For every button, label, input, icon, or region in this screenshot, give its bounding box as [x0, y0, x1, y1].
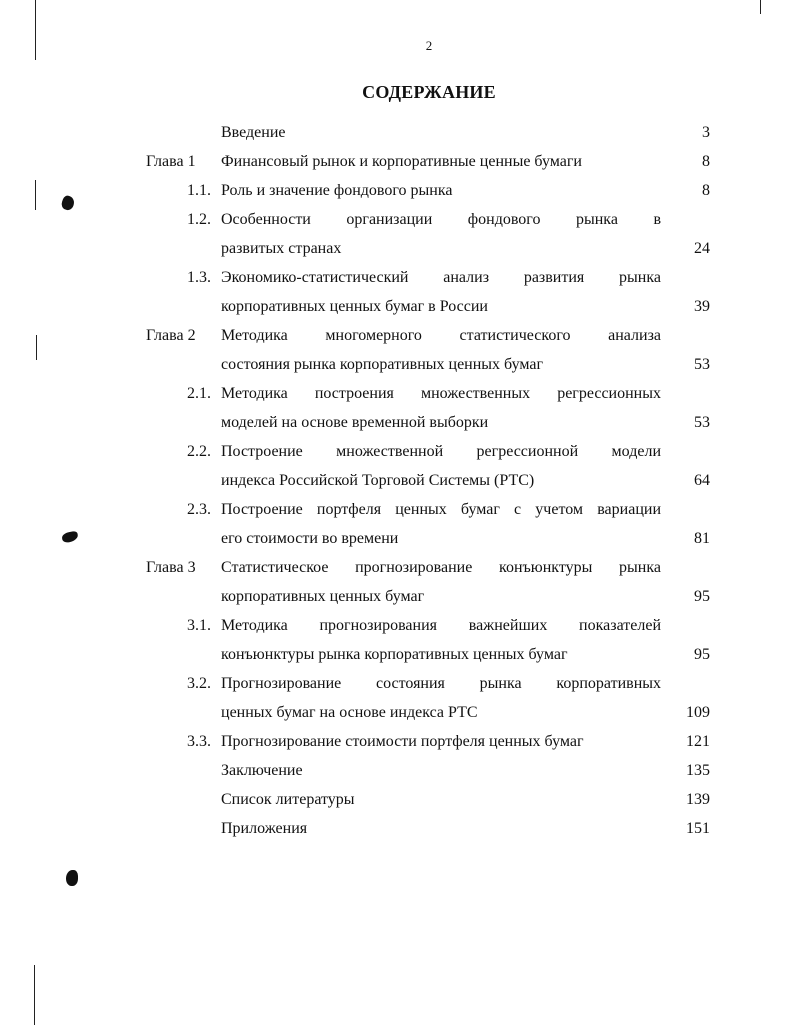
toc-entry-title — [221, 814, 661, 843]
toc-entry-title — [221, 669, 661, 727]
toc-entry-number: 2.1. — [187, 385, 211, 402]
toc-entry-title-line: Прогнозирование состояния рынка корпоративных — [221, 675, 661, 692]
toc-entry-title-line: корпоративных ценных бумаг — [221, 588, 425, 605]
toc-entry-title-line: Построение портфеля ценных бумаг с учетом вариации — [221, 501, 661, 518]
toc-entry-title-line: Роль и значение фондового рынка — [221, 182, 453, 199]
scan-edge-line — [760, 0, 761, 14]
toc-entry-title-line: Экономико-статистический анализ развития рынка — [221, 269, 661, 286]
toc-entry-number: 1.3. — [187, 269, 211, 286]
toc-entry — [0, 321, 793, 379]
toc-entry-title-line: Особенности организации фондового рынка в — [221, 211, 661, 228]
toc-entry-number: Глава 3 — [146, 559, 196, 576]
toc-entry-title-line: Прогнозирование стоимости портфеля ценных бумаг — [221, 733, 584, 750]
toc-entry-page: 135 — [686, 762, 710, 779]
toc-entry-title-line: состояния рынка корпоративных ценных бумаг — [221, 356, 544, 373]
toc-entry-page: 81 — [694, 530, 710, 547]
toc-entry-number: Глава 2 — [146, 327, 196, 344]
toc-entry-title-line: Методика прогнозирования важнейших показателей — [221, 617, 661, 634]
toc-entry-title-line: Приложения — [221, 820, 308, 837]
toc-entry-page: 95 — [694, 588, 710, 605]
toc-entry-number: 1.1. — [187, 182, 211, 199]
toc-entry-title-line: его стоимости во времени — [221, 530, 399, 547]
toc-entry-page: 24 — [694, 240, 710, 257]
toc-entry-page: 39 — [694, 298, 710, 315]
toc-entry — [0, 147, 793, 176]
toc-entry-page: 53 — [694, 356, 710, 373]
toc-entry-page: 139 — [686, 791, 710, 808]
toc-entry-title — [221, 756, 661, 785]
toc-entry — [0, 379, 793, 437]
toc-entry-title-line: Статистическое прогнозирование конъюнктуры рынка — [221, 559, 661, 576]
toc-entry-title — [221, 785, 661, 814]
toc-entry-title — [221, 205, 661, 263]
toc-entry-title-line: моделей на основе временной выборки — [221, 414, 489, 431]
toc-entry-number: Глава 1 — [146, 153, 196, 170]
toc-entry-title-line: Построение множественной регрессионной модели — [221, 443, 661, 460]
toc-entry-page: 53 — [694, 414, 710, 431]
toc-entry-number: 3.1. — [187, 617, 211, 634]
toc-entry-number: 3.2. — [187, 675, 211, 692]
toc-entry-title-line: ценных бумаг на основе индекса РТС — [221, 704, 478, 721]
toc-entry — [0, 814, 793, 843]
scan-edge-line — [34, 965, 35, 1025]
toc-entry-title-line: Финансовый рынок и корпоративные ценные бумаги — [221, 153, 582, 170]
toc-entry-title-line: корпоративных ценных бумаг в России — [221, 298, 488, 315]
toc-entry-title — [221, 611, 661, 669]
toc-entry-page: 95 — [694, 646, 710, 663]
toc-entry-title-line: индекса Российской Торговой Системы (РТС) — [221, 472, 535, 489]
toc-entry-title-line: конъюнктуры рынка корпоративных ценных бумаг — [221, 646, 568, 663]
toc-entry — [0, 553, 793, 611]
toc-entry-title-line: Методика многомерного статистического анализа — [221, 327, 661, 344]
toc-entry — [0, 205, 793, 263]
toc-entry — [0, 437, 793, 495]
toc-entry — [0, 785, 793, 814]
toc-entry-title-line: развитых странах — [221, 240, 342, 257]
toc-entry-page: 8 — [702, 153, 710, 170]
toc-entry — [0, 118, 793, 147]
toc-entry-title — [221, 263, 661, 321]
toc-entry-number: 2.3. — [187, 501, 211, 518]
toc-entry-title-line: Заключение — [221, 762, 303, 779]
toc-entry-title — [221, 495, 661, 553]
toc-entry-number: 1.2. — [187, 211, 211, 228]
toc-entry-title — [221, 147, 661, 176]
toc-entry-number: 2.2. — [187, 443, 211, 460]
toc-entry — [0, 727, 793, 756]
toc-entry-title — [221, 379, 661, 437]
toc-entry — [0, 176, 793, 205]
toc-entry-title — [221, 321, 661, 379]
toc-entry-page: 109 — [686, 704, 710, 721]
toc-entry-title — [221, 176, 661, 205]
toc-entry — [0, 756, 793, 785]
toc-entry-title-line: Список литературы — [221, 791, 355, 808]
page-number: 2 — [425, 38, 433, 53]
toc-entry-title — [221, 437, 661, 495]
toc-entry-number: 3.3. — [187, 733, 211, 750]
toc-entry-title-line: Введение — [221, 124, 286, 141]
table-of-contents — [0, 118, 793, 843]
toc-entry-title — [221, 553, 661, 611]
toc-entry-page: 3 — [702, 124, 710, 141]
toc-entry — [0, 669, 793, 727]
toc-entry-title — [221, 727, 661, 756]
toc-entry-page: 121 — [686, 733, 710, 750]
toc-entry — [0, 495, 793, 553]
toc-entry-title — [221, 118, 661, 147]
toc-entry — [0, 611, 793, 669]
toc-entry-page: 8 — [702, 182, 710, 199]
toc-entry-page: 151 — [686, 820, 710, 837]
toc-entry — [0, 263, 793, 321]
page-title: СОДЕРЖАНИЕ — [362, 82, 496, 102]
scan-blot — [66, 870, 78, 886]
toc-entry-title-line: Методика построения множественных регрессионных — [221, 385, 661, 402]
toc-entry-page: 64 — [694, 472, 710, 489]
